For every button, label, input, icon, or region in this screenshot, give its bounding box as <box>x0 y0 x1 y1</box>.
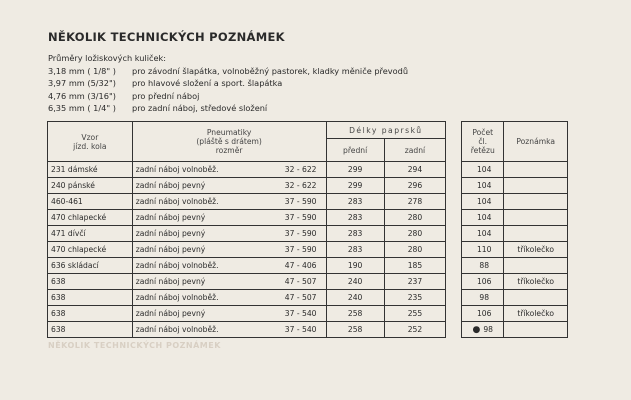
cell-model: 638 <box>48 274 133 290</box>
cell-front: 283 <box>326 210 384 226</box>
table-row <box>48 210 568 226</box>
table-row <box>48 178 568 194</box>
cell-chain-count <box>462 322 504 338</box>
cell-note: tříkolečko <box>504 306 568 322</box>
table-row <box>48 306 568 322</box>
header-chain-count: Počet čl. řetězu <box>462 122 504 162</box>
ball-size: 6,35 mm ( 1/4" ) <box>48 103 116 114</box>
cell-front: 240 <box>326 274 384 290</box>
cell-hub: zadní náboj volnoběž. <box>135 197 219 206</box>
cell-size: 32 - 622 <box>284 181 317 190</box>
header-tyre: Pneumatiky (pláště s drátem) rozměr <box>132 122 326 162</box>
cell-note <box>504 162 568 178</box>
cell-note: tříkolečko <box>504 274 568 290</box>
ball-size: 3,18 mm ( 1/8" ) <box>48 65 116 76</box>
cell-size: 47 - 406 <box>284 261 317 270</box>
table-row <box>48 242 568 258</box>
chain-count-value: 88 <box>479 260 490 270</box>
table-row <box>48 194 568 210</box>
cell-hub: zadní náboj volnoběž. <box>135 293 219 302</box>
cell-chain-count <box>462 194 504 210</box>
table-row <box>48 290 568 306</box>
cell-chain-count <box>462 162 504 178</box>
cell-chain-count <box>462 210 504 226</box>
cell-chain-count <box>462 178 504 194</box>
column-gap <box>446 122 462 162</box>
cell-tyre <box>132 210 326 226</box>
cell-rear: 235 <box>384 290 445 306</box>
cell-tyre <box>132 226 326 242</box>
cell-note <box>504 210 568 226</box>
cell-chain-count <box>462 226 504 242</box>
chain-count-value: 106 <box>476 276 492 286</box>
cell-hub: zadní náboj pevný <box>135 181 206 190</box>
chain-count-value: 98 <box>483 324 493 334</box>
table-row <box>48 322 568 338</box>
cell-note <box>504 258 568 274</box>
cell-tyre <box>132 194 326 210</box>
cell-front: 299 <box>326 178 384 194</box>
cell-front: 240 <box>326 290 384 306</box>
column-gap <box>446 194 462 210</box>
cell-size: 32 - 622 <box>284 165 317 174</box>
header-model: Vzor jízd. kola <box>48 122 133 162</box>
cell-tyre <box>132 322 326 338</box>
cell-front: 299 <box>326 162 384 178</box>
cell-note <box>504 322 568 338</box>
cell-tyre <box>132 162 326 178</box>
bullet-mark: ● <box>472 324 481 335</box>
note-row <box>48 65 408 78</box>
table-row <box>48 274 568 290</box>
cell-model: 471 dívčí <box>48 226 133 242</box>
cell-hub: zadní náboj pevný <box>135 229 206 238</box>
cell-tyre <box>132 242 326 258</box>
header-spokes: Délky paprsků <box>326 122 446 139</box>
cell-tyre <box>132 178 326 194</box>
chain-count-value: 104 <box>476 196 492 206</box>
cell-size: 47 - 507 <box>284 293 317 302</box>
note-row <box>48 90 408 103</box>
cell-size: 37 - 590 <box>284 229 317 238</box>
cell-hub: zadní náboj volnoběž. <box>135 325 219 334</box>
column-gap <box>446 242 462 258</box>
cell-front: 258 <box>326 322 384 338</box>
cell-model: 231 dámské <box>48 162 133 178</box>
cell-hub: zadní náboj volnoběž. <box>135 261 219 270</box>
cell-model: 638 <box>48 290 133 306</box>
table-row <box>48 226 568 242</box>
cell-model: 636 skládací <box>48 258 133 274</box>
cell-front: 283 <box>326 194 384 210</box>
cell-note <box>504 290 568 306</box>
chain-count-value: 104 <box>476 212 492 222</box>
cell-tyre <box>132 306 326 322</box>
cell-front: 283 <box>326 226 384 242</box>
cell-tyre <box>132 258 326 274</box>
cell-model: 460-461 <box>48 194 133 210</box>
ball-usage: pro zadní náboj, středové složení <box>132 103 268 114</box>
page-title: NĚKOLIK TECHNICKÝCH POZNÁMEK <box>48 30 285 44</box>
cell-size: 37 - 540 <box>284 309 317 318</box>
cell-note <box>504 178 568 194</box>
chain-count-value: 104 <box>476 164 492 174</box>
cell-hub: zadní náboj pevný <box>135 213 206 222</box>
ball-usage: pro přední náboj <box>132 90 200 101</box>
cell-note <box>504 194 568 210</box>
show-through-text: NĚKOLIK TECHNICKÝCH POZNÁMEK <box>48 341 221 350</box>
cell-model: 638 <box>48 322 133 338</box>
cell-size: 47 - 507 <box>284 277 317 286</box>
header-note: Poznámka <box>504 122 568 162</box>
column-gap <box>446 322 462 338</box>
cell-size: 37 - 590 <box>284 245 317 254</box>
cell-front: 283 <box>326 242 384 258</box>
cell-front: 190 <box>326 258 384 274</box>
column-gap <box>446 306 462 322</box>
cell-note <box>504 226 568 242</box>
cell-rear: 294 <box>384 162 445 178</box>
cell-model: 638 <box>48 306 133 322</box>
column-gap <box>446 258 462 274</box>
column-gap <box>446 162 462 178</box>
chain-count-value: 98 <box>479 292 490 302</box>
cell-rear: 252 <box>384 322 445 338</box>
column-gap <box>446 210 462 226</box>
cell-rear: 280 <box>384 226 445 242</box>
table-row <box>48 258 568 274</box>
cell-front: 258 <box>326 306 384 322</box>
cell-hub: zadní náboj pevný <box>135 277 206 286</box>
chain-count-value: 110 <box>476 244 492 254</box>
header-rear: zadní <box>384 139 445 162</box>
cell-rear: 237 <box>384 274 445 290</box>
cell-rear: 280 <box>384 242 445 258</box>
bearing-ball-notes <box>48 52 408 115</box>
ball-usage: pro závodní šlapátka, volnoběžný pastorek, kladky měniče převodů <box>132 65 409 76</box>
cell-rear: 280 <box>384 210 445 226</box>
cell-model: 240 pánské <box>48 178 133 194</box>
cell-tyre <box>132 274 326 290</box>
cell-hub: zadní náboj volnoběž. <box>135 165 219 174</box>
cell-chain-count <box>462 306 504 322</box>
column-gap <box>446 290 462 306</box>
cell-chain-count <box>462 274 504 290</box>
notes-heading: Průměry ložiskových kuliček: <box>48 53 167 63</box>
cell-size: 37 - 590 <box>284 197 317 206</box>
cell-rear: 278 <box>384 194 445 210</box>
ball-size: 3,97 mm (5/32") <box>48 78 116 89</box>
cell-rear: 296 <box>384 178 445 194</box>
ball-usage: pro hlavové složení a sport. šlapátka <box>132 78 283 89</box>
column-gap <box>446 178 462 194</box>
cell-hub: zadní náboj pevný <box>135 309 206 318</box>
cell-chain-count <box>462 290 504 306</box>
cell-tyre <box>132 290 326 306</box>
ball-size: 4,76 mm (3/16") <box>48 90 116 101</box>
chain-count-value: 106 <box>476 308 492 318</box>
column-gap <box>446 226 462 242</box>
note-row <box>48 77 408 90</box>
note-row <box>48 102 408 115</box>
chain-count-value: 104 <box>476 180 492 190</box>
column-gap <box>446 274 462 290</box>
cell-rear: 255 <box>384 306 445 322</box>
cell-rear: 185 <box>384 258 445 274</box>
cell-model: 470 chlapecké <box>48 210 133 226</box>
cell-hub: zadní náboj pevný <box>135 245 206 254</box>
table-row <box>48 162 568 178</box>
cell-size: 37 - 540 <box>284 325 317 334</box>
header-front: přední <box>326 139 384 162</box>
chain-count-value: 104 <box>476 228 492 238</box>
cell-chain-count <box>462 242 504 258</box>
cell-model: 470 chlapecké <box>48 242 133 258</box>
cell-chain-count <box>462 258 504 274</box>
cell-size: 37 - 590 <box>284 213 317 222</box>
bicycle-spec-table <box>47 121 568 338</box>
cell-note: tříkolečko <box>504 242 568 258</box>
